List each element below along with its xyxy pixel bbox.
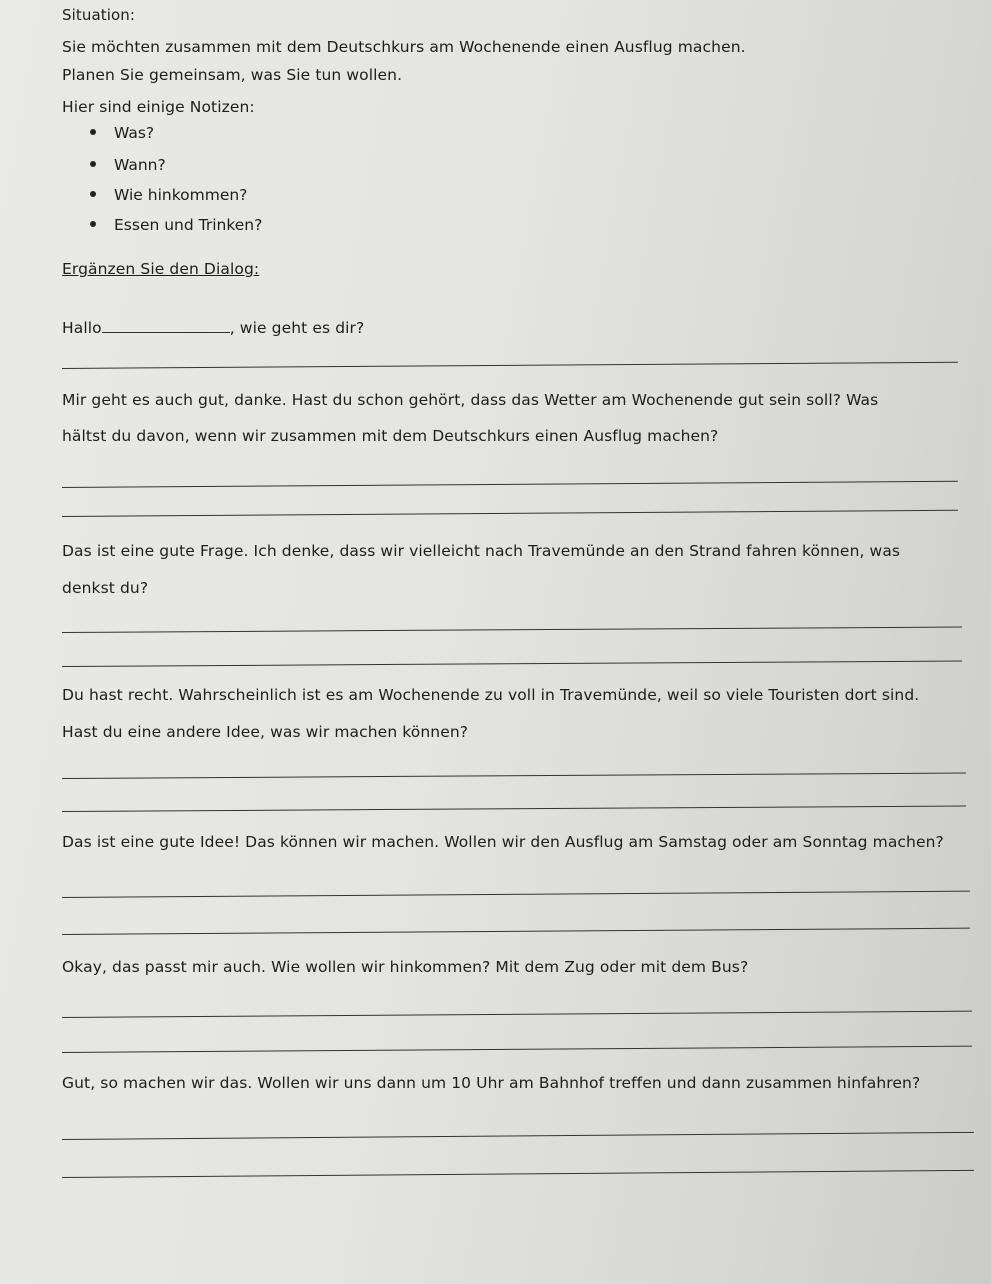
dialog-turn-2a: Das ist eine gute Frage. Ich denke, dass wir vielleicht nach Travemünde an den Strand fahren können, was bbox=[62, 542, 901, 560]
dialog-instruction: Ergänzen Sie den Dialog: bbox=[62, 260, 260, 278]
list-item: Wann? bbox=[90, 156, 166, 174]
list-item: Essen und Trinken? bbox=[90, 216, 262, 234]
dialog-turn-3a: Du hast recht. Wahrscheinlich ist es am Wochenende zu voll in Travemünde, weil so viele Touristen dort sind. bbox=[62, 686, 920, 704]
bullet-icon bbox=[90, 191, 96, 197]
dialog-turn-5a: Okay, das passt mir auch. Wie wollen wir hinkommen? Mit dem Zug oder mit dem Bus? bbox=[62, 958, 749, 976]
answer-line[interactable] bbox=[62, 1170, 974, 1178]
answer-line[interactable] bbox=[62, 627, 962, 633]
list-item: Was? bbox=[90, 124, 154, 142]
dialog-turn-3b: Hast du eine andere Idee, was wir machen können? bbox=[62, 723, 469, 741]
greeting-line bbox=[62, 318, 364, 337]
answer-line[interactable] bbox=[62, 928, 970, 935]
answer-line[interactable] bbox=[62, 661, 962, 667]
bullet-icon bbox=[90, 221, 96, 227]
dialog-turn-1b: hältst du davon, wenn wir zusammen mit dem Deutschkurs einen Ausflug machen? bbox=[62, 427, 719, 445]
answer-line[interactable] bbox=[62, 481, 958, 488]
situation-text-1: Sie möchten zusammen mit dem Deutschkurs am Wochenende einen Ausflug machen. bbox=[62, 38, 746, 56]
answer-line[interactable] bbox=[62, 1011, 972, 1018]
answer-line[interactable] bbox=[62, 891, 970, 898]
answer-line[interactable] bbox=[62, 1132, 974, 1140]
bullet-icon bbox=[90, 161, 96, 167]
list-item: Wie hinkommen? bbox=[90, 186, 247, 204]
situation-text-2: Planen Sie gemeinsam, was Sie tun wollen. bbox=[62, 66, 403, 84]
answer-line[interactable] bbox=[62, 805, 966, 812]
situation-label: Situation: bbox=[62, 6, 136, 24]
notes-label: Hier sind einige Notizen: bbox=[62, 98, 255, 116]
name-blank[interactable] bbox=[102, 318, 230, 333]
greeting-start: Hallo bbox=[62, 319, 102, 337]
answer-line[interactable] bbox=[62, 772, 966, 779]
answer-line[interactable] bbox=[62, 362, 958, 369]
dialog-turn-4a: Das ist eine gute Idee! Das können wir machen. Wollen wir den Ausflug am Samstag oder am Sonntag machen? bbox=[62, 833, 944, 851]
dialog-turn-6a: Gut, so machen wir das. Wollen wir uns dann um 10 Uhr am Bahnhof treffen und dann zusammen hinfahren? bbox=[62, 1074, 921, 1092]
bullet-icon bbox=[90, 129, 96, 135]
greeting-end: , wie geht es dir? bbox=[229, 319, 365, 337]
dialog-turn-2b: denkst du? bbox=[62, 579, 149, 597]
dialog-turn-1a: Mir geht es auch gut, danke. Hast du schon gehört, dass das Wetter am Wochenende gut sein soll? Was bbox=[62, 391, 879, 409]
answer-line[interactable] bbox=[62, 1046, 972, 1053]
answer-line[interactable] bbox=[62, 510, 958, 517]
